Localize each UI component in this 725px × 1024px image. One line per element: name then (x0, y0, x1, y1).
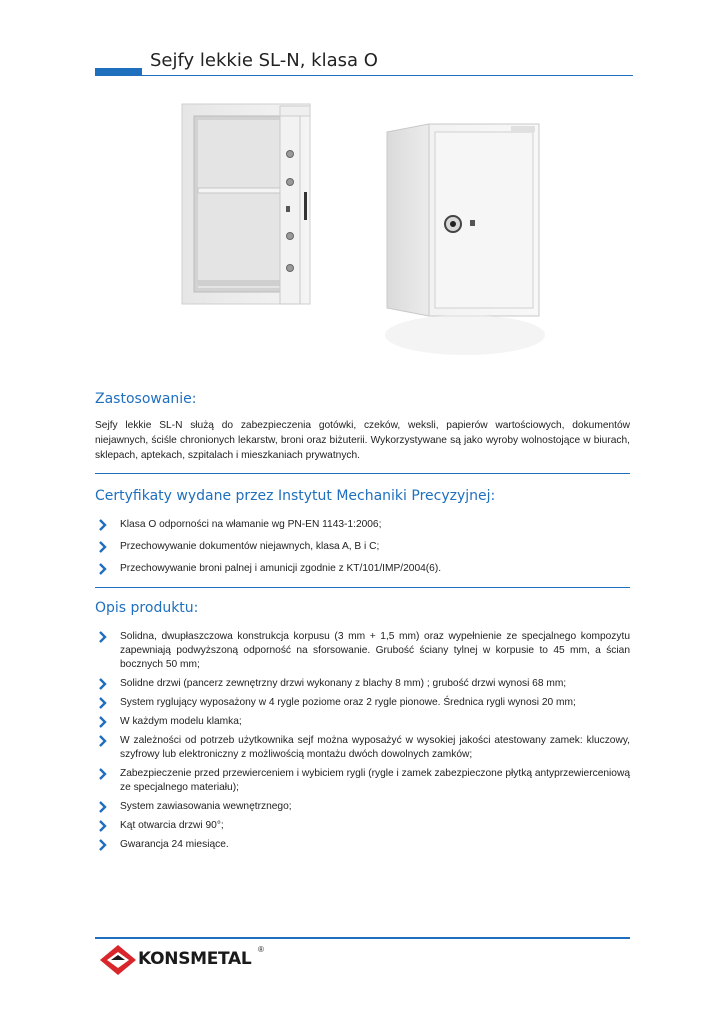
konsmetal-logo-mark-icon (100, 945, 136, 975)
chevron-right-icon (97, 678, 109, 690)
closed-safe-image (385, 120, 545, 370)
section-heading-opis: Opis produktu: (95, 600, 199, 616)
title-accent-bar (95, 68, 142, 76)
chevron-right-icon (97, 697, 109, 709)
footer-rule (95, 937, 630, 939)
list-item-text: Przechowywanie broni palnej i amunicji zgodnie z KT/101/IMP/2004(6). (120, 563, 442, 574)
section-heading-zastosowanie: Zastosowanie: (95, 391, 197, 407)
title-rule (142, 75, 633, 76)
registered-mark: ® (258, 945, 264, 954)
chevron-right-icon (97, 801, 109, 813)
list-item-text: Klasa O odporności na włamanie wg PN-EN 1143-1:2006; (120, 519, 382, 530)
section-divider (95, 473, 630, 474)
list-item (95, 518, 630, 532)
list-item (95, 734, 630, 762)
list-item-text: Zabezpieczenie przed przewierceniem i wybiciem rygli (rygle i zamek zabezpieczone płytką antyprzewierceniową ze specjalnego materiału); (120, 768, 630, 793)
zastosowanie-text: Sejfy lekkie SL-N służą do zabezpieczenia gotówki, czeków, weksli, papierów wartościowych, dokumentów niejawnych, ściśle chronionych lekarstw, broni oraz biżuterii. Wykorzystywane są jako wyroby wolnostojące w biurach, sklepach, aptekach, szpitalach i mieszkaniach prywatnych. (95, 420, 630, 461)
logo-text: KONSMETAL (138, 949, 252, 969)
section-heading-certyfikaty: Certyfikaty wydane przez Instytut Mechaniki Precyzyjnej: (95, 488, 496, 504)
list-item (95, 540, 630, 554)
open-safe-image (180, 102, 320, 342)
list-item-text: Kąt otwarcia drzwi 90°; (120, 820, 224, 831)
list-item-text: Gwarancja 24 miesiące. (120, 839, 229, 850)
list-item (95, 562, 630, 576)
list-item-text: System ryglujący wyposażony w 4 rygle poziome oraz 2 rygle pionowe. Średnica rygli wynosi 20 mm; (120, 697, 576, 708)
chevron-right-icon (97, 519, 109, 531)
list-item (95, 819, 630, 833)
chevron-right-icon (97, 735, 109, 747)
konsmetal-logo (100, 945, 270, 975)
list-item-text: Solidne drzwi (pancerz zewnętrzny drzwi wykonany z blachy 8 mm) ; grubość drzwi wynosi 68 mm; (120, 678, 567, 689)
opis-list (95, 630, 630, 852)
chevron-right-icon (97, 716, 109, 728)
list-item-text: Przechowywanie dokumentów niejawnych, klasa A, B i C; (120, 541, 380, 552)
list-item (95, 838, 630, 852)
list-item-text: System zawiasowania wewnętrznego; (120, 801, 292, 812)
chevron-right-icon (97, 631, 109, 643)
list-item (95, 630, 630, 672)
certyfikaty-list (95, 518, 630, 576)
list-item (95, 767, 630, 795)
chevron-right-icon (97, 563, 109, 575)
list-item-text: Solidna, dwupłaszczowa konstrukcja korpusu (3 mm + 1,5 mm) oraz wypełnienie ze specjalnego kompozytu zapewniają podwyższoną odporność na sforsowanie. Grubość ściany tylnej w korpusie to 45 mm, a ścian bocznych 50 mm; (120, 631, 630, 670)
list-item-text: W każdym modelu klamka; (120, 716, 242, 727)
list-item (95, 677, 630, 691)
list-item-text: W zależności od potrzeb użytkownika sejf można wyposażyć w wysokiej jakości atestowany zamek: kluczowy, szyfrowy lub elektroniczny z możliwością montażu dwóch dowolnych zamków; (120, 735, 630, 760)
list-item (95, 696, 630, 710)
chevron-right-icon (97, 839, 109, 851)
page-title: Sejfy lekkie SL-N, klasa O (150, 50, 378, 71)
list-item (95, 800, 630, 814)
chevron-right-icon (97, 541, 109, 553)
section-divider (95, 587, 630, 588)
chevron-right-icon (97, 768, 109, 780)
chevron-right-icon (97, 820, 109, 832)
list-item (95, 715, 630, 729)
